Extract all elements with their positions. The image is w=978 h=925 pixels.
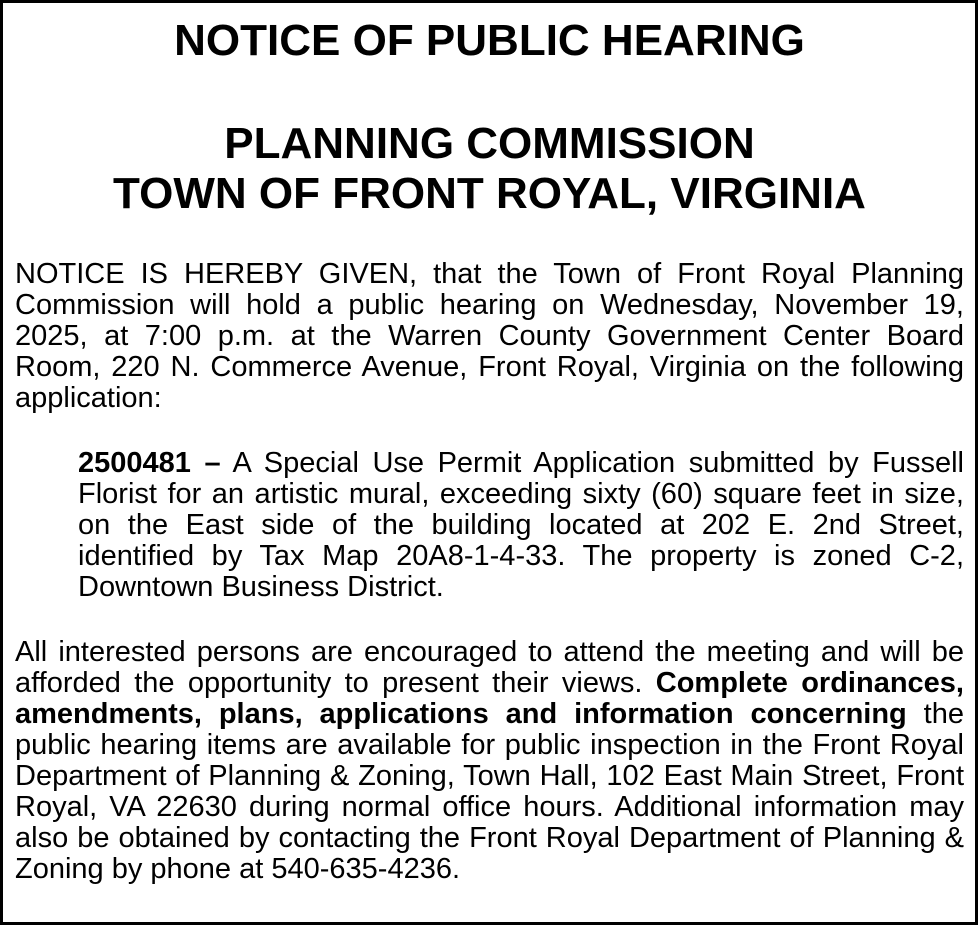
subtitle-town: TOWN OF FRONT ROYAL, VIRGINIA xyxy=(113,169,866,218)
closing-bold-text: Complete ordinances, amendments, plans, applications and information concerning xyxy=(15,667,964,730)
closing-paragraph xyxy=(15,637,964,885)
notice-title: NOTICE OF PUBLIC HEARING xyxy=(174,16,805,65)
closing-text-2: the public hearing items are available for public inspection in the Front Royal Department of Planning & Zoning, Town Hall, 102 East Main Street, Front Royal, VA 22630 during normal office hours. Additional information may also be obtained by contacting the Front Royal Department of Planning & Zoning by phone at 540-635-4236. xyxy=(15,698,964,885)
intro-paragraph: NOTICE IS HEREBY GIVEN, that the Town of Front Royal Planning Commission will hold a public hearing on Wednesday, November 19, 2025, at 7:00 p.m. at the Warren County Government Center Board Room, 220 N. Commerce Avenue, Front Royal, Virginia on the following application: xyxy=(15,258,964,414)
application-description: A Special Use Permit Application submitted by Fussell Florist for an artistic mural, exceeding sixty (60) square feet in size, on the East side of the building located at 202 E. 2nd Street, identified by Tax Map 20A8-1-4-33. The property is zoned C-2, Downtown Business District. xyxy=(78,447,964,603)
closing-text-1: All interested persons are encouraged to attend the meeting and will be afforded the opportunity to present their views. xyxy=(15,636,964,699)
notice-subtitle xyxy=(15,119,964,219)
subtitle-commission: PLANNING COMMISSION xyxy=(224,119,755,168)
application-id: 2500481 – xyxy=(78,447,221,479)
application-paragraph xyxy=(78,448,964,603)
